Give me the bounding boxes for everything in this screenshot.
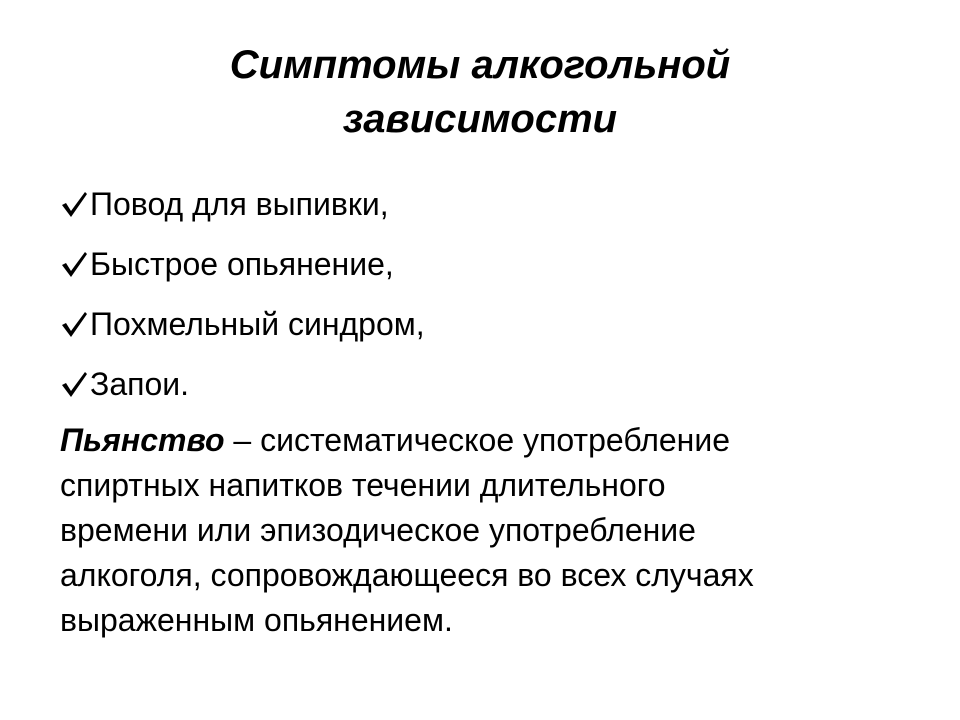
list-item-text: Запои.	[90, 366, 190, 402]
definition-line-4: алкоголя, сопровождающееся во всех случаях	[60, 557, 754, 593]
list-item-text: Быстрое опьянение,	[90, 246, 394, 282]
definition-dash: –	[224, 422, 261, 458]
list-item-text: Похмельный синдром,	[90, 306, 425, 342]
title-line-1: Симптомы алкогольной	[229, 43, 731, 87]
definition-line-2: спиртных напитков течении длительного	[60, 467, 666, 503]
list-item	[60, 174, 425, 234]
checkmark-icon	[60, 188, 88, 220]
definition-line-3: времени или эпизодическое употребление	[60, 512, 696, 548]
symptom-list	[60, 174, 425, 414]
list-item	[60, 234, 425, 294]
list-item-text: Повод для выпивки,	[90, 186, 389, 222]
slide-title	[0, 38, 960, 146]
definition-line-5: выраженным опьянением.	[60, 602, 453, 638]
checkmark-icon	[60, 368, 88, 400]
checkmark-icon	[60, 308, 88, 340]
checkmark-icon	[60, 248, 88, 280]
definition-term: Пьянство	[60, 422, 225, 458]
definition-paragraph	[60, 418, 920, 643]
list-item	[60, 294, 425, 354]
list-item	[60, 354, 425, 414]
title-line-2: зависимости	[342, 97, 618, 141]
definition-line-1: систематическое употребление	[260, 422, 731, 458]
